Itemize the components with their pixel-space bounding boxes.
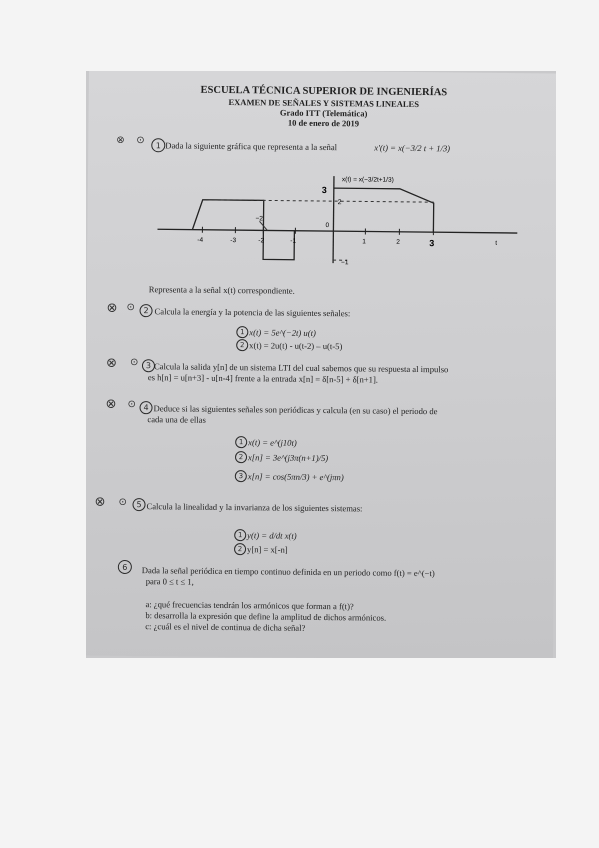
question-number-3: 3 bbox=[142, 359, 155, 372]
checkmark-icon: ⊗ bbox=[105, 396, 117, 412]
item-number: 3 bbox=[235, 470, 247, 482]
question-number-2: 2 bbox=[139, 304, 152, 317]
checkmark-icon: ⊗ bbox=[106, 300, 118, 316]
q2-text: Calcula la energía y la potencia de las siguientes señales: bbox=[154, 306, 351, 319]
item-number: 2 bbox=[235, 451, 247, 463]
tick-2: 2 bbox=[396, 238, 400, 246]
q4-item-2: x[n] = 3e^(j3π(n+1)/5) bbox=[247, 452, 329, 464]
signal-graph bbox=[157, 169, 518, 273]
question-number-1: 1 bbox=[151, 138, 165, 152]
q4-line-2: cada una de ellas bbox=[147, 414, 206, 425]
item-number: 1 bbox=[235, 436, 247, 448]
item-number: 1 bbox=[236, 326, 248, 338]
exam-date: 10 de enero de 2019 bbox=[287, 117, 360, 129]
q1-footer: Representa a la señal x(t) correspondiente. bbox=[148, 284, 295, 296]
graph-title: x(t) = x(−3/2t+1/3) bbox=[341, 176, 394, 184]
q6-subitem-a: a: ¿qué frecuencias tendrán los armónicos que forman a f(t)? bbox=[145, 599, 354, 612]
q4-item-3: x[n] = cos(5πn/3) + e^(jπn) bbox=[247, 471, 344, 483]
q5-text: Calcula la linealidad y la invarianza de los siguientes sistemas: bbox=[146, 501, 363, 514]
q2-item-1: x(t) = 5e^(−2t) u(t) bbox=[249, 327, 316, 338]
q5-item-2: y[n] = x[-n] bbox=[247, 544, 288, 555]
degree-line: Grado ITT (Telemática) bbox=[279, 107, 368, 119]
question-number-4: 4 bbox=[139, 401, 152, 414]
axis-t: t bbox=[495, 239, 498, 247]
tick-3: 3 bbox=[429, 238, 435, 249]
label-neg2: −2 bbox=[255, 215, 263, 223]
score-mark: ⊙ bbox=[126, 301, 136, 314]
q5-item-1: y(t) = d/dt x(t) bbox=[247, 530, 297, 541]
label-neg1: −1 bbox=[341, 259, 349, 267]
q6-line-1: Dada la señal periódica en tiempo continuo definida en un periodo como f(t) = e^(−t) bbox=[141, 565, 435, 579]
question-number-6: 6 bbox=[118, 560, 132, 574]
exam-title: EXAMEN DE SEÑALES Y SISTEMAS LINEALES bbox=[228, 97, 420, 110]
question-number-5: 5 bbox=[132, 498, 145, 511]
score-mark: ⊙ bbox=[118, 496, 127, 508]
tick-neg2: -2 bbox=[258, 237, 265, 245]
q4-item-1: x(t) = e^(j10t) bbox=[248, 437, 297, 448]
item-number: 1 bbox=[234, 529, 246, 541]
item-number: 2 bbox=[236, 339, 248, 351]
q2-item-2: x(t) = 2u(t) - u(t-2) – u(t-5) bbox=[249, 340, 343, 352]
q1-text: Dada la siguiente gráfica que representa a la señal bbox=[165, 140, 338, 153]
q3-line-1: Calcula la salida y[n] de un sistema LTI del cual sabemos que su respuesta al impulso bbox=[153, 361, 449, 375]
score-mark: ⊙ bbox=[129, 357, 139, 369]
q6-subitem-c: c: ¿cuál es el nivel de continua de dicha señal? bbox=[145, 621, 306, 633]
tick-neg3: -3 bbox=[230, 237, 237, 245]
exam-sheet bbox=[86, 71, 556, 658]
q6-line-2: para 0 ≤ t ≤ 1, bbox=[145, 576, 194, 587]
item-number: 2 bbox=[234, 543, 246, 555]
label-3: 3 bbox=[321, 184, 327, 196]
school-title: ESCUELA TÉCNICA SUPERIOR DE INGENIERÍAS bbox=[200, 84, 448, 99]
q3-line-2: es h[n] = u[n+3] - u[n-4] frente a la entrada x[n] = δ[n-5] + δ[n+1]. bbox=[147, 372, 379, 385]
scanned-photo bbox=[86, 71, 556, 658]
q6-subitem-b: b: desarrolla la expresión que define la amplitud de dichos armónicos. bbox=[145, 610, 387, 623]
checkmark-icon: ⊗ bbox=[116, 134, 125, 146]
tick-neg1: -1 bbox=[290, 237, 297, 245]
tick-neg4: -4 bbox=[197, 236, 204, 244]
q4-line-1: Deduce si las siguientes señales son periódicas y calcula (en su caso) el periodo de bbox=[153, 403, 438, 417]
checkmark-icon: ⊗ bbox=[94, 494, 106, 510]
score-mark: ⊙ bbox=[136, 135, 145, 147]
tick-0: 0 bbox=[325, 222, 330, 230]
q1-formula: x'(t) = x(−3/2 t + 1/3) bbox=[374, 142, 451, 154]
label-2: 2 bbox=[337, 199, 342, 207]
score-mark: ⊙ bbox=[127, 398, 137, 411]
checkmark-icon: ⊗ bbox=[105, 355, 117, 371]
tick-1: 1 bbox=[362, 238, 366, 246]
